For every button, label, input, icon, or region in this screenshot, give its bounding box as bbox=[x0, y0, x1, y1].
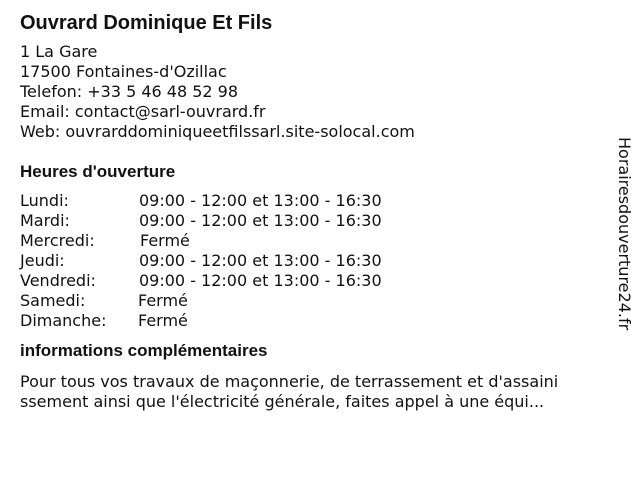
day-label: Lundi: bbox=[20, 191, 69, 210]
hours-value: Fermé bbox=[138, 291, 188, 310]
hours-row-sunday bbox=[20, 311, 600, 331]
business-card bbox=[20, 10, 600, 412]
description-line-2: ssement ainsi que l'électricité générale, faites appel à une équi... bbox=[20, 392, 545, 411]
additional-info-heading: informations complémentaires bbox=[20, 341, 268, 360]
hours-value: 09:00 - 12:00 et 13:00 - 16:30 bbox=[139, 251, 382, 270]
opening-hours-heading: Heures d'ouverture bbox=[20, 162, 176, 181]
hours-value: 09:00 - 12:00 et 13:00 - 16:30 bbox=[139, 271, 382, 290]
site-watermark: Horairesdouverture24.fr bbox=[615, 137, 634, 331]
day-label: Dimanche: bbox=[20, 311, 107, 330]
phone-line: Telefon: +33 5 46 48 52 98 bbox=[20, 82, 239, 101]
opening-hours-table bbox=[20, 191, 600, 331]
day-label: Mardi: bbox=[20, 211, 70, 230]
day-label: Samedi: bbox=[20, 291, 86, 310]
hours-value: Fermé bbox=[140, 231, 190, 250]
address-line-2: 17500 Fontaines-d'Ozillac bbox=[20, 62, 227, 81]
day-label: Vendredi: bbox=[20, 271, 96, 290]
web-line: Web: ouvrarddominiqueetfilssarl.site-solocal.com bbox=[20, 122, 415, 141]
day-label: Jeudi: bbox=[20, 251, 65, 270]
day-label: Mercredi: bbox=[20, 231, 95, 250]
hours-row-friday bbox=[20, 271, 600, 291]
hours-value: 09:00 - 12:00 et 13:00 - 16:30 bbox=[139, 211, 382, 230]
hours-value: 09:00 - 12:00 et 13:00 - 16:30 bbox=[139, 191, 382, 210]
business-name: Ouvrard Dominique Et Fils bbox=[20, 12, 273, 34]
hours-row-wednesday bbox=[20, 231, 600, 251]
hours-value: Fermé bbox=[138, 311, 188, 330]
email-line: Email: contact@sarl-ouvrard.fr bbox=[20, 102, 266, 121]
additional-info-text bbox=[20, 372, 600, 412]
hours-row-tuesday bbox=[20, 211, 600, 231]
address-line-1: 1 La Gare bbox=[20, 42, 98, 61]
hours-row-saturday bbox=[20, 291, 600, 311]
contact-block bbox=[20, 42, 600, 142]
hours-row-monday bbox=[20, 191, 600, 211]
hours-row-thursday bbox=[20, 251, 600, 271]
description-line-1: Pour tous vos travaux de maçonnerie, de terrassement et d'assaini bbox=[20, 372, 559, 391]
